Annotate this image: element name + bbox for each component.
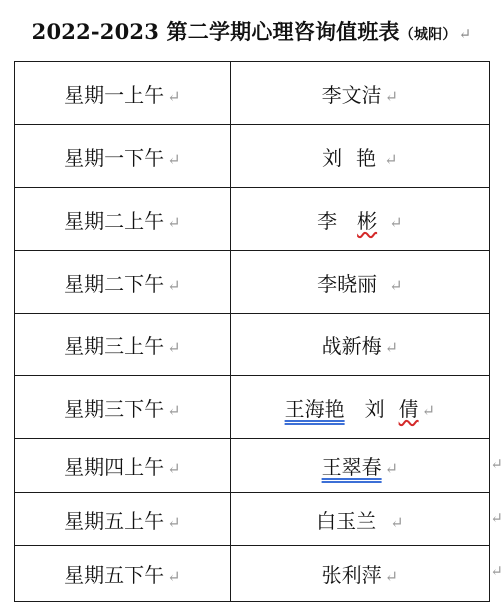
- spelling-flagged-text: 彬: [357, 208, 378, 233]
- paragraph-mark-icon: ↵: [167, 512, 181, 532]
- paragraph-mark-icon: ↵: [421, 400, 436, 420]
- table-row: [15, 546, 490, 602]
- paragraph-mark-icon: ↵: [458, 25, 472, 43]
- table-row: [15, 493, 490, 546]
- duty-schedule-table: [14, 61, 490, 602]
- table-cell-day: 星期二下午 ↵: [15, 251, 231, 314]
- row-end-mark-icon: ↵: [490, 509, 503, 527]
- paragraph-mark-icon: ↵: [390, 512, 404, 532]
- grammar-flagged-text: 王海艳: [284, 396, 345, 421]
- table-row: [15, 439, 490, 493]
- table-cell-names: 李 彬 ↵: [230, 188, 489, 251]
- table-cell-day: 星期三下午 ↵: [15, 376, 231, 439]
- table-cell-day: 星期一上午 ↵: [15, 62, 231, 125]
- paragraph-mark-icon: ↵: [384, 459, 399, 478]
- paragraph-mark-icon: ↵: [167, 86, 181, 106]
- paragraph-mark-icon: ↵: [167, 400, 181, 420]
- table-cell-names: [230, 439, 489, 493]
- grammar-flagged-text: 王翠春: [321, 455, 382, 479]
- table-cell-names: 白玉兰 ↵: [230, 493, 489, 546]
- paragraph-mark-icon: ↵: [389, 275, 403, 295]
- table-cell-day: 星期一下午 ↵: [15, 125, 231, 188]
- row-end-mark-icon: ↵: [490, 562, 503, 580]
- title-campus: （城阳）: [399, 27, 457, 43]
- row-end-mark-icon: ↵: [490, 455, 503, 473]
- table-cell-names: 战新梅 ↵: [230, 314, 489, 376]
- table-cell-day: 星期五上午 ↵: [15, 493, 231, 546]
- table-cell-day: 星期三上午 ↵: [15, 314, 231, 376]
- paragraph-mark-icon: ↵: [167, 459, 181, 478]
- table-cell-day: 星期五下午 ↵: [15, 546, 231, 602]
- table-cell-day: 星期四上午 ↵: [15, 439, 231, 493]
- table-row: [15, 376, 490, 439]
- table-row: [15, 251, 490, 314]
- paragraph-mark-icon: ↵: [167, 275, 181, 295]
- table-cell-names: 李文洁 ↵: [230, 62, 489, 125]
- paragraph-mark-icon: ↵: [384, 338, 399, 357]
- table-cell-day: 星期二上午 ↵: [15, 188, 231, 251]
- table-row: [15, 314, 490, 376]
- paragraph-mark-icon: ↵: [389, 212, 403, 232]
- paragraph-mark-icon: ↵: [167, 338, 181, 357]
- table-row: [15, 188, 490, 251]
- paragraph-mark-icon: ↵: [167, 212, 181, 232]
- spelling-flagged-text: 倩: [398, 396, 419, 421]
- title-main: 2022-2023 第二学期心理咨询值班表: [31, 19, 400, 44]
- table-cell-names: 王海艳 刘 倩 ↵: [230, 376, 489, 439]
- table-row: [15, 125, 490, 188]
- page-title: [0, 16, 503, 46]
- paragraph-mark-icon: ↵: [384, 86, 399, 106]
- paragraph-mark-icon: ↵: [384, 149, 398, 169]
- table-cell-names: 李晓丽 ↵: [230, 251, 489, 314]
- paragraph-mark-icon: ↵: [384, 567, 399, 586]
- table-cell-names: 张利萍 ↵: [230, 546, 489, 602]
- table-cell-names: 刘 艳 ↵: [230, 125, 489, 188]
- paragraph-mark-icon: ↵: [167, 149, 181, 169]
- table-row: [15, 62, 490, 125]
- paragraph-mark-icon: ↵: [167, 567, 181, 586]
